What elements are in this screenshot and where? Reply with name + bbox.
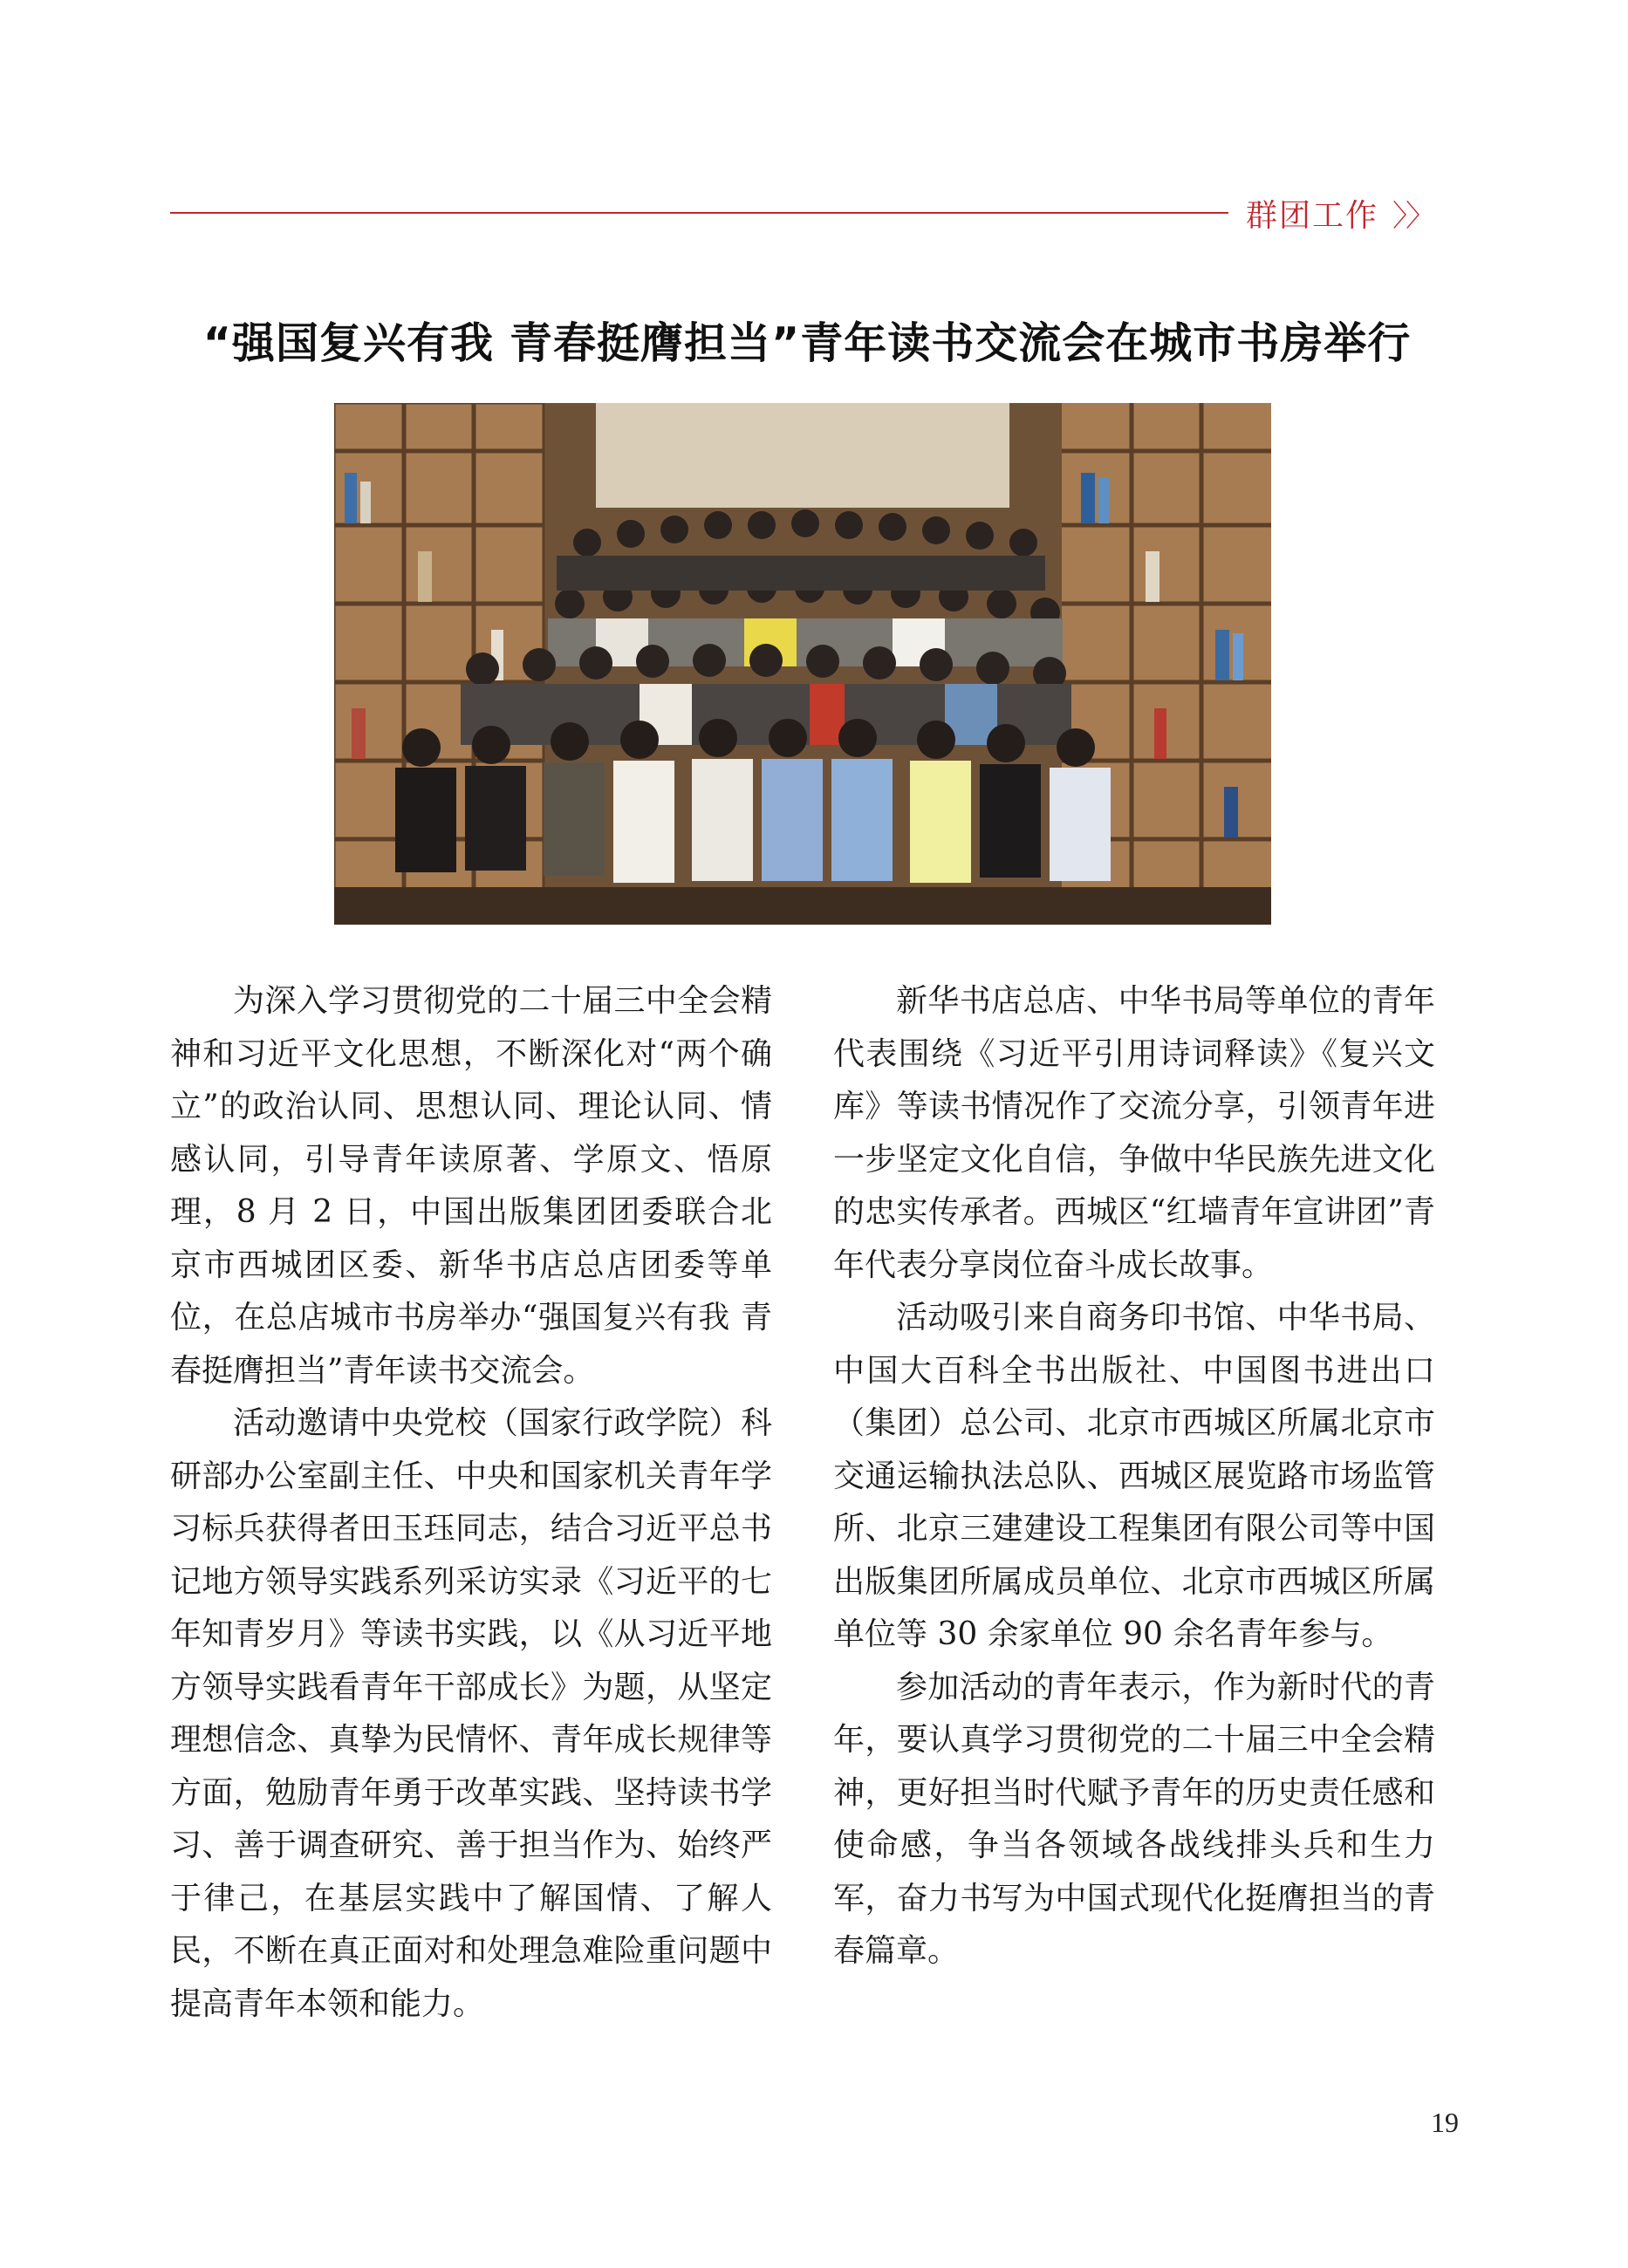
section-name: 群团工作 xyxy=(1246,197,1379,234)
paragraph: 为深入学习贯彻党的二十届三中全会精神和习近平文化思想，不断深化对“两个确立”的政治认同、思想认同、理论认同、情感认同，引导青年读原著、学原文、悟原理，8 月 2 日，中国出版集团团委联合北京市西城团区委、新华书店总店团委等单位，在总店城市书房举办“强国复兴有我 青春挺膺担当”青年读书交流会。 xyxy=(170,983,772,1389)
group-photo xyxy=(334,403,1271,925)
paragraph: 活动吸引来自商务印书馆、中华书局、中国大百科全书出版社、中国图书进出口（集团）总公司、北京市西城区所属北京市交通运输执法总队、西城区展览路市场监管所、北京三建建设工程集团有限公司等中国出版集团所属成员单位、北京市西城区所属单位等 30 余家单位 90 余名青年参与。 xyxy=(833,1300,1435,1652)
chevron-right-icon: 〉〉 xyxy=(1392,198,1434,234)
article-column-left xyxy=(170,975,772,2031)
paragraph: 参加活动的青年表示，作为新时代的青年，要认真学习贯彻党的二十届三中全会精神，更好担当时代赋予青年的历史责任感和使命感，争当各领域各战线排头兵和生力军，奋力书写为中国式现代化挺膺担当的青春篇章。 xyxy=(833,1669,1435,1969)
article-title: “强国复兴有我 青春挺膺担当”青年读书交流会在城市书房举行 xyxy=(202,318,1412,368)
header-rule xyxy=(170,212,1228,214)
section-label xyxy=(1246,190,1433,236)
paragraph: 新华书店总店、中华书局等单位的青年代表围绕《习近平引用诗词释读》《复兴文库》等读书情况作了交流分享，引领青年进一步坚定文化自信，争做中华民族先进文化的忠实传承者。西城区“红墙青年宣讲团”青年代表分享岗位奋斗成长故事。 xyxy=(833,983,1435,1283)
page-number: 19 xyxy=(1431,2107,1459,2138)
article-column-right xyxy=(833,975,1435,1978)
paragraph: 活动邀请中央党校（国家行政学院）科研部办公室副主任、中央和国家机关青年学习标兵获得者田玉珏同志，结合习近平总书记地方领导实践系列采访实录《习近平的七年知青岁月》等读书实践，以《从习近平地方领导实践看青年干部成长》为题，从坚定理想信念、真挚为民情怀、青年成长规律等方面，勉励青年勇于改革实践、坚持读书学习、善于调查研究、善于担当作为、始终严于律己，在基层实践中了解国情、了解人民，不断在真正面对和处理急难险重问题中提高青年本领和能力。 xyxy=(170,1405,772,2022)
